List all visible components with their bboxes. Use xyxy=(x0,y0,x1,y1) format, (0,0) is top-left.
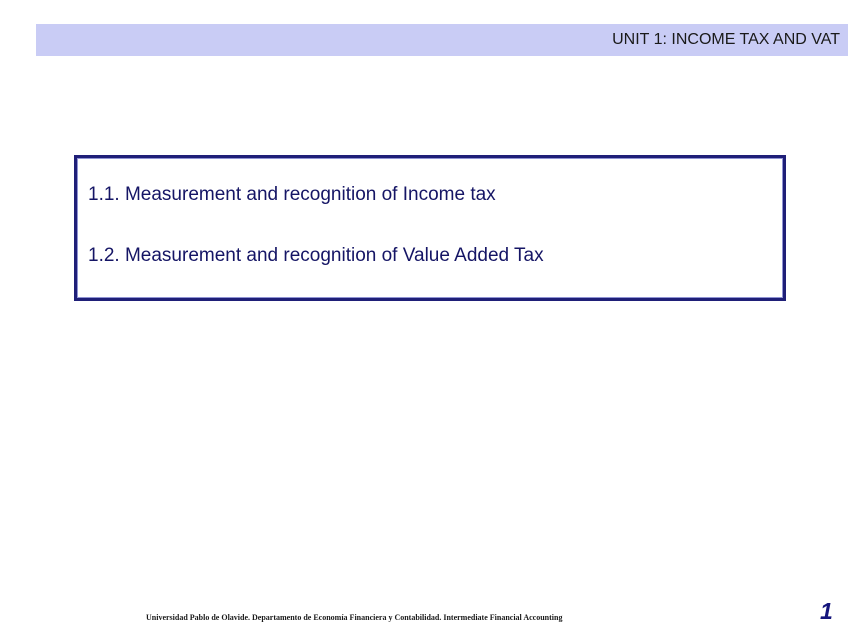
toc-item-value-added-tax: 1.2. Measurement and recognition of Value Added Tax xyxy=(88,245,544,266)
toc-item-income-tax: 1.1. Measurement and recognition of Income tax xyxy=(88,184,496,205)
contents-box xyxy=(74,155,786,301)
slide-title: UNIT 1: INCOME TAX AND VAT xyxy=(612,31,840,48)
footer-text: Universidad Pablo de Olavide. Departamento de Economía Financiera y Contabilidad. Intermediate Financial Accounting xyxy=(146,613,563,622)
page-number: 1 xyxy=(820,598,833,624)
header-bar xyxy=(36,24,848,56)
